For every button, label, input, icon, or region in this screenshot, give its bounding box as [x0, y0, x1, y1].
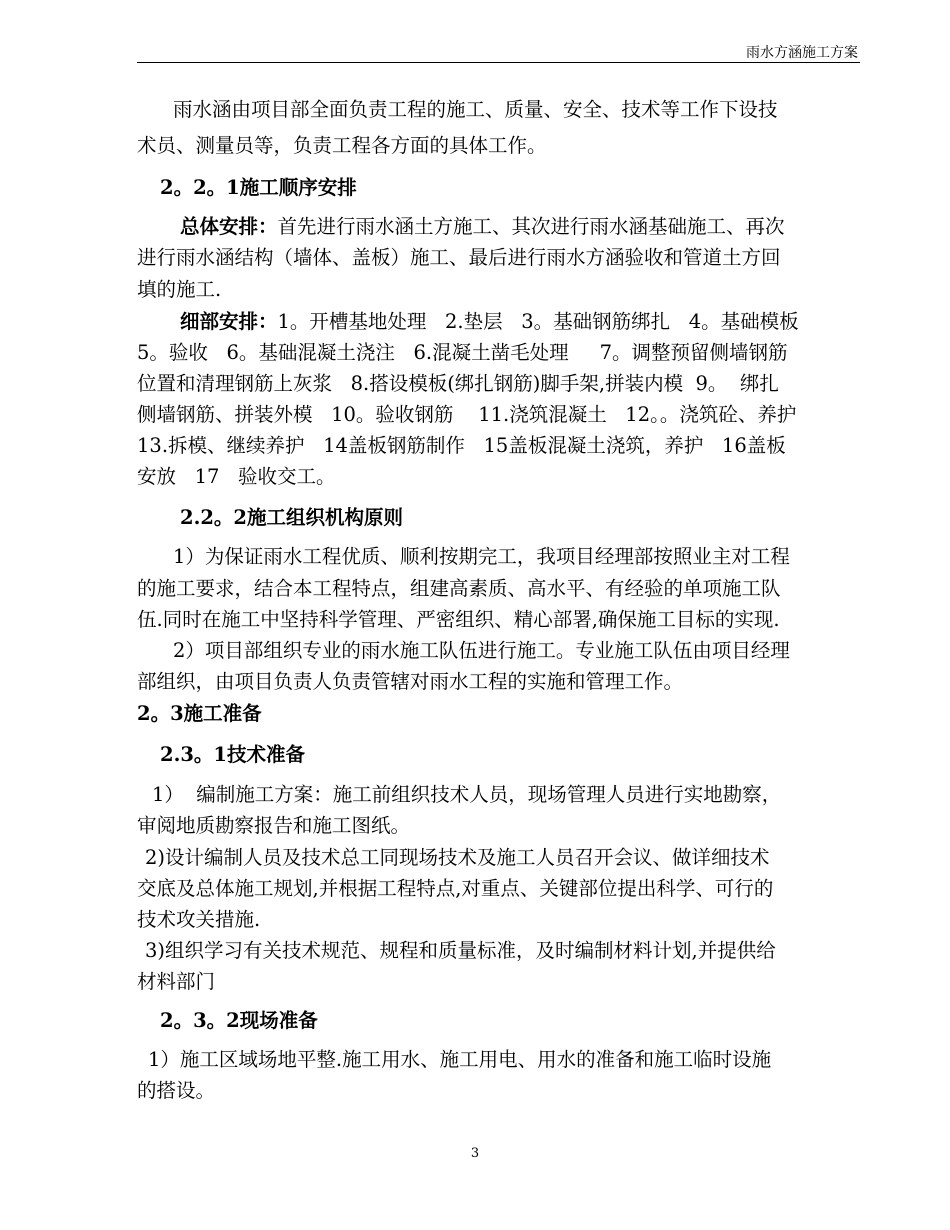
section-heading-2-3: 2。3施工准备 [137, 702, 262, 725]
detail-label: 细部安排： [180, 310, 278, 333]
section-heading-2-2-1: 2。2。1施工顺序安排 [160, 176, 357, 199]
paragraph-line: 技术攻关措施. [137, 908, 261, 931]
detail-text: 1。开槽基地处理 2.垫层 3。基础钢筋绑扎 4。基础模板 [277, 310, 799, 333]
paragraph-line: 侧墙钢筋、拼装外模 10。验收钢筋 11.浇筑混凝土 12。。浇筑砼、养护 [137, 403, 797, 426]
overall-text: 首先进行雨水涵土方施工、其次进行雨水涵基础施工、再次 [277, 215, 785, 238]
paragraph-line: 填的施工. [137, 278, 222, 301]
paragraph-line: 1） 编制施工方案：施工前组织技术人员，现场管理人员进行实地勘察， [152, 783, 782, 806]
overall-label: 总体安排： [180, 215, 278, 238]
paragraph-line: 的搭设。 [137, 1079, 216, 1102]
section-heading-2-3-2: 2。3。2现场准备 [160, 1009, 318, 1032]
paragraph-line: 2）项目部组织专业的雨水施工队伍进行施工。专业施工队伍由项目经理 [173, 639, 790, 662]
paragraph-line: 位置和清理钢筋上灰浆 8.搭设模板(绑扎钢筋)脚手架,拼装内模 9。 绑扎 [137, 372, 779, 395]
paragraph-line: 伍.同时在施工中坚持科学管理、严密组织、精心部署,确保施工目标的实现. [137, 608, 780, 631]
paragraph-line: 5。验收 6。基础混凝土浇注 6.混凝土凿毛处理 7。调整预留侧墙钢筋 [137, 341, 788, 364]
page-number: 3 [470, 1146, 480, 1161]
paragraph-line: 雨水涵由项目部全面负责工程的施工、质量、安全、技术等工作下设技 [173, 98, 778, 121]
paragraph-line: 进行雨水涵结构（墙体、盖板）施工、最后进行雨水方涵验收和管道土方回 [137, 246, 781, 269]
paragraph-line: 部组织，由项目负责人负责管辖对雨水工程的实施和管理工作。 [137, 670, 684, 693]
paragraph-line: 审阅地质勘察报告和施工图纸。 [137, 814, 411, 837]
section-heading-2-2-2: 2.2。2施工组织机构原则 [180, 506, 403, 529]
paragraph-line: 的施工要求，结合本工程特点，组建高素质、高水平、有经验的单项施工队 [137, 577, 781, 600]
paragraph-line: 13.拆模、继续养护 14盖板钢筋制作 15盖板混凝土浇筑，养护 16盖板 [137, 434, 786, 457]
paragraph-line: 术员、测量员等，负责工程各方面的具体工作。 [137, 134, 547, 157]
paragraph-line: 1）施工区域场地平整.施工用水、施工用电、用水的准备和施工临时设施 [148, 1048, 772, 1071]
header-rule [137, 62, 860, 63]
paragraph-line: 材料部门 [137, 970, 216, 993]
overall-arrangement-line [180, 212, 950, 242]
paragraph-line: 交底及总体施工规划,并根据工程特点,对重点、关键部位提出科学、可行的 [137, 877, 774, 900]
paragraph-line: 1）为保证雨水工程优质、顺利按期完工，我项目经理部按照业主对工程 [173, 545, 790, 568]
paragraph-line: 3)组织学习有关技术规范、规程和质量标准，及时编制材料计划,并提供给 [145, 939, 776, 962]
detail-arrangement-line [180, 307, 950, 337]
header-title: 雨水方涵施工方案 [746, 45, 858, 61]
paragraph-line: 安放 17 验收交工。 [137, 465, 336, 488]
paragraph-line: 2)设计编制人员及技术总工同现场技术及施工人员召开会议、做详细技术 [145, 846, 770, 869]
section-heading-2-3-1: 2.3。1技术准备 [160, 743, 305, 766]
